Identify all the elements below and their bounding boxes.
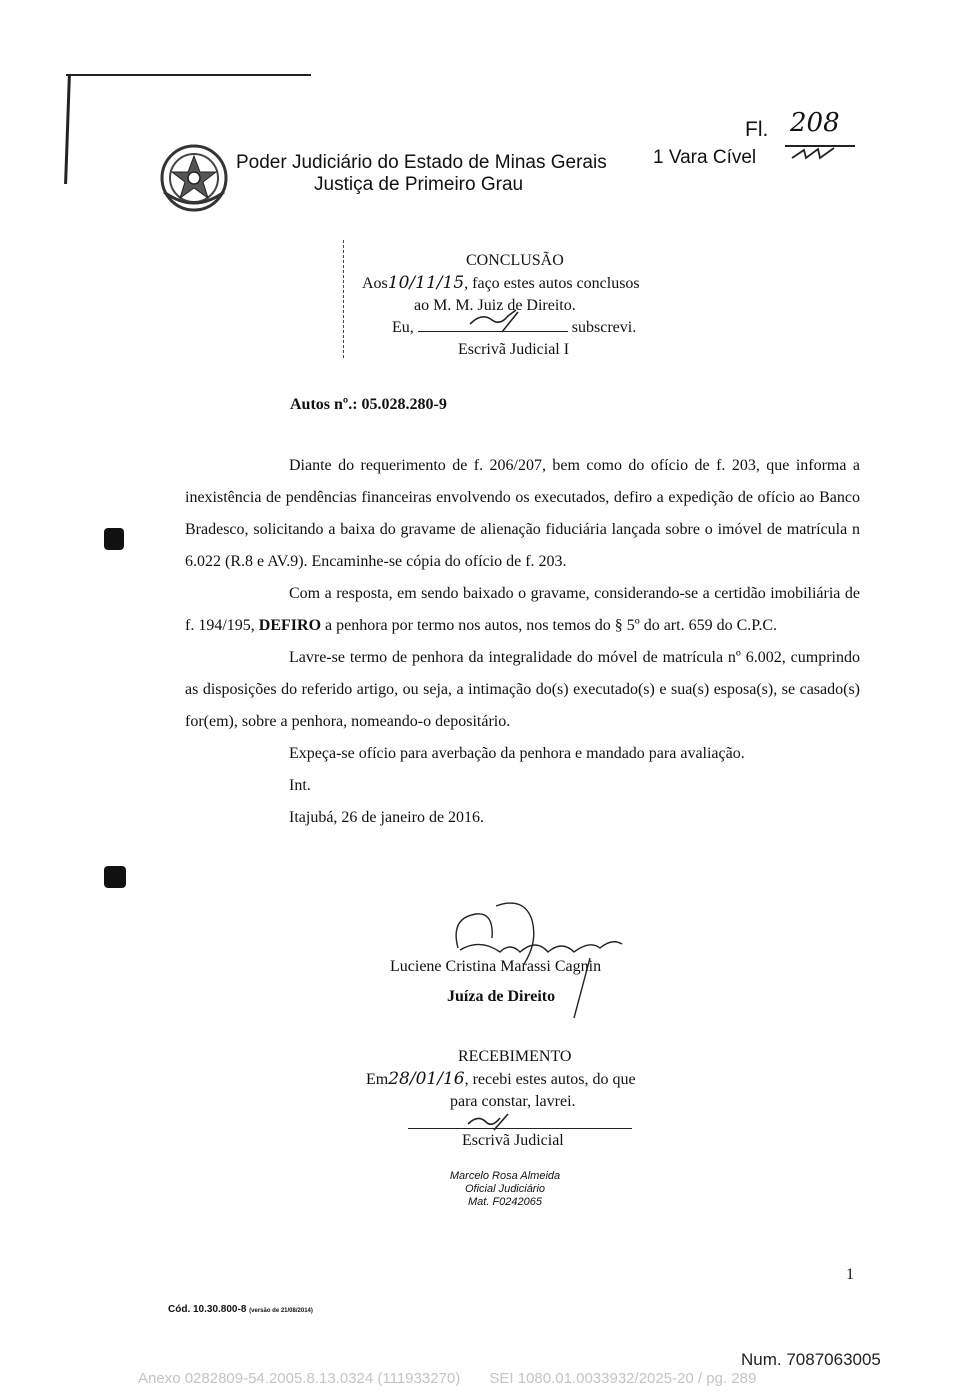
paragraph-2-a: Com a resposta, em sendo baixado o gravame, considerando-se a certidão imobiliária de f. 194/195, [185,585,860,634]
recebimento-block [366,1046,686,1113]
conclusao-date: 10/11/15 [387,273,465,293]
scan-border-left [64,74,71,184]
stamp-role: Oficial Judiciário [464,1183,546,1195]
judge-title: Juíza de Direito [447,988,556,1005]
court-instance: Justiça de Primeiro Grau [314,174,524,195]
recebimento-date: 28/01/16 [388,1069,465,1089]
recebimento-line1 [366,1068,686,1091]
conclusao-eu: Eu, [392,319,414,336]
conclusao-line1 [362,272,702,295]
officer-stamp [440,1170,570,1209]
conclusao-block [362,250,702,361]
conclusao-subscrevi: subscrevi. [571,319,637,336]
case-number: Autos nº.: 05.028.280-9 [290,396,447,413]
form-code [168,1304,313,1315]
conclusao-title: CONCLUSÃO [466,252,564,269]
annex-reference: Anexo 0282809-54.2005.8.13.0324 (111933270) SEI 1080.01.0033932/2025-20 / pg. 289 [138,1370,757,1387]
conclusao-bracket [343,240,345,358]
paragraph-4: Expeça-se ofício para averbação da penhora e mandado para avaliação. [289,745,745,762]
paragraph-5: Int. [289,777,311,794]
recebimento-line2: para constar, lavrei. [450,1093,576,1110]
paragraph-2-b: a penhora por termo nos autos, nos temos do § 5º do art. 659 do C.P.C. [321,617,778,634]
paragraph-1: Diante do requerimento de f. 206/207, bem como do ofício de f. 203, que informa a inexistência de pendências financeiras envolvendo os executados, defiro a expedição de ofício ao Banco Bradesco, solicitando a baixa do gravame de alienação fiduciária lançada sobre o imóvel de matrícula n 6.022 (R.8 e AV.9). Encaminhe-se cópia do ofício de f. 203. [185,457,860,570]
folio-rubric-icon [790,146,842,162]
document-number: Num. 7087063005 [741,1350,881,1369]
judge-name: Luciene Cristina Marassi Cagnin [390,958,602,975]
place-date: Itajubá, 26 de janeiro de 2016. [289,809,485,826]
conclusao-line3 [362,317,702,339]
conclusao-clerk: Escrivã Judicial I [458,341,570,358]
scan-border-top [66,74,311,76]
court-name: Poder Judiciário do Estado de Minas Gerais [236,152,607,173]
recebimento-em: Em [366,1071,389,1088]
folio-number: 208 [790,108,840,138]
paragraph-2 [185,578,860,642]
conclusao-line1-text: , faço estes autos conclusos [464,275,640,292]
coat-of-arms-icon [158,142,230,214]
punch-hole-bottom [104,866,126,888]
decision-body [185,450,860,834]
form-code-number: Cód. 10.30.800-8 [168,1304,247,1315]
stamp-name: Marcelo Rosa Almeida [449,1170,561,1182]
conclusao-aos: Aos [362,275,388,292]
punch-hole-top [104,528,124,550]
page-number: 1 [846,1266,854,1283]
conclusao-line2: ao M. M. Juiz de Direito. [414,297,576,314]
recebimento-line1-text: , recebi estes autos, do que [464,1071,636,1088]
court-division: 1 Vara Cível [653,147,757,168]
recebimento-clerk: Escrivã Judicial [462,1132,564,1149]
stamp-registration: Mat. F0242065 [468,1196,542,1208]
recebimento-title: RECEBIMENTO [458,1048,572,1065]
recebimento-signature-line [408,1128,632,1129]
folio-label: Fl. [745,118,769,141]
form-code-version: (versão de 21/08/2014) [249,1308,313,1314]
paragraph-2-defiro: DEFIRO [258,617,322,634]
clerk-initials-icon [468,306,528,334]
court-header [236,152,607,196]
paragraph-3: Lavre-se termo de penhora da integralidade do móvel de matrícula nº 6.002, cumprindo as disposições do referido artigo, ou seja, a intimação do(s) executado(s) e sua(s) esposa(s), se casado(s) for(em), sobre a penhora, nomeando-o depositário. [185,649,860,730]
